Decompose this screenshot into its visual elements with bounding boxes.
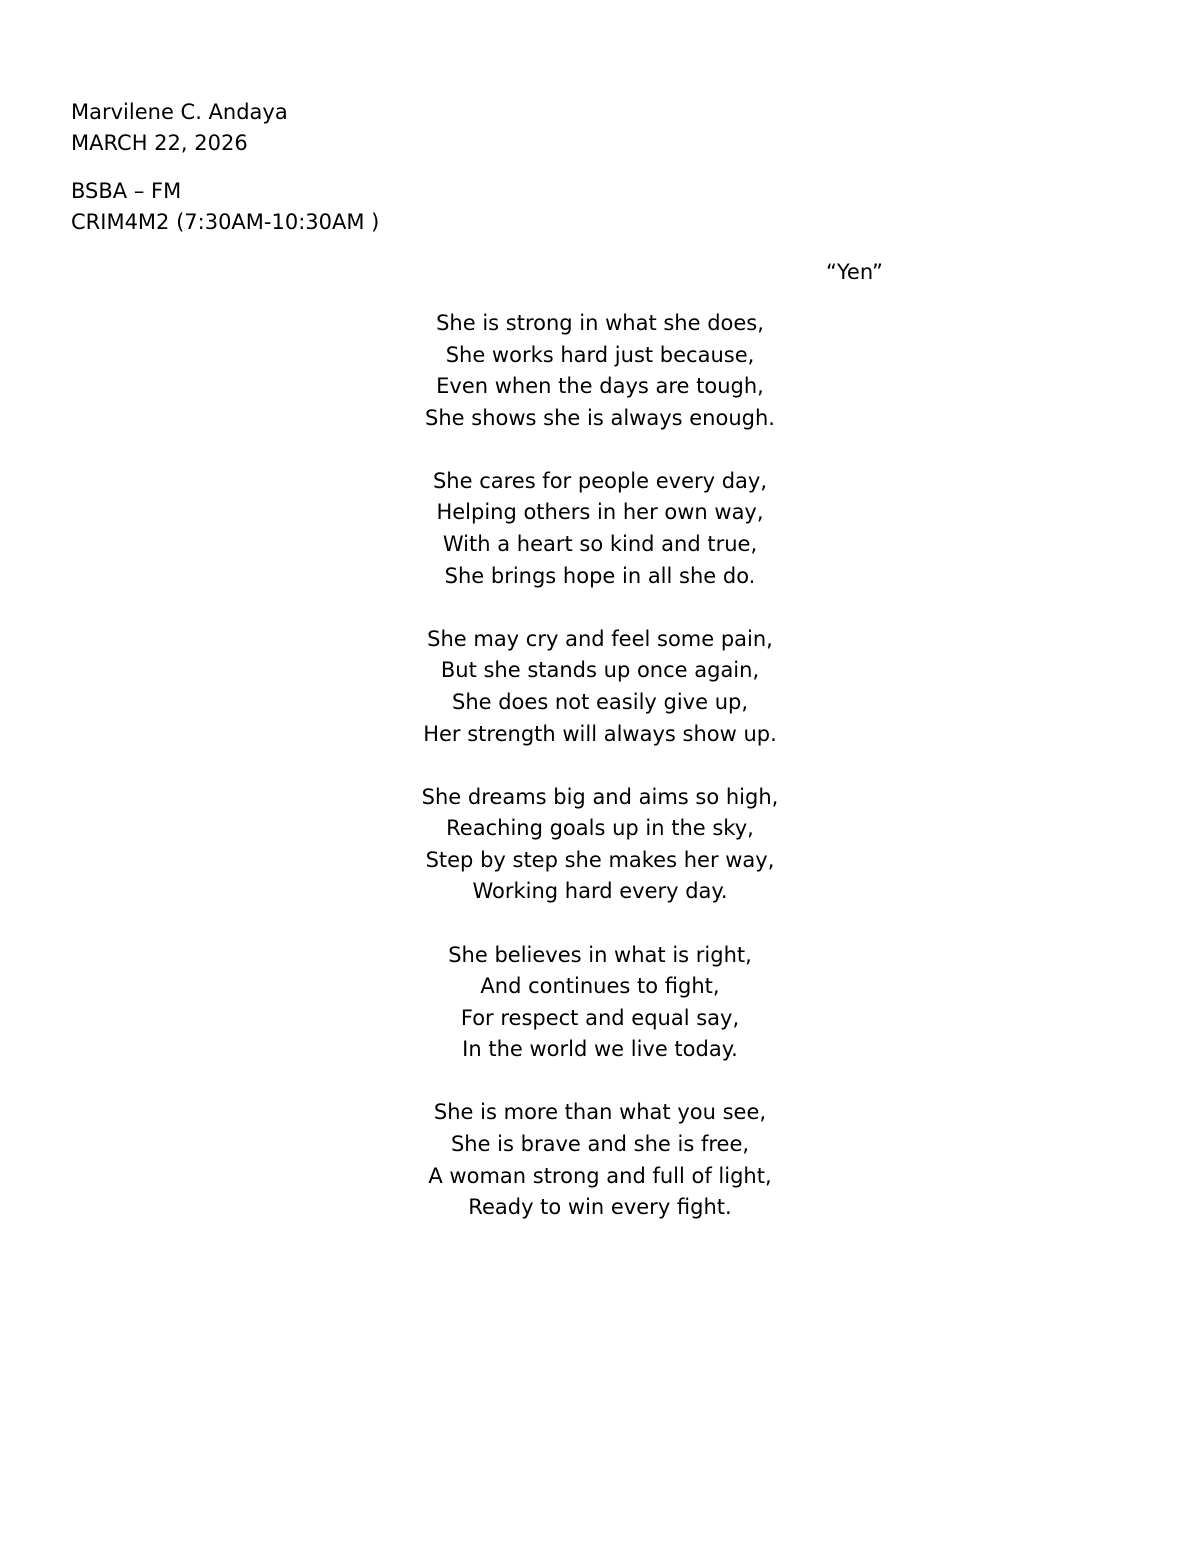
poem-line: Her strength will always show up. (423, 721, 777, 746)
poem-line: She is more than what you see, (433, 1100, 767, 1125)
stanza-2 (300, 466, 900, 592)
poem-line: Step by step she makes her way, (425, 847, 775, 872)
poem-line: She brings hope in all she do. (444, 563, 756, 588)
poem-line: Working hard every day. (472, 879, 728, 904)
poem-line: For respect and equal say, (460, 1005, 740, 1030)
poem-line: But she stands up once again, (440, 658, 760, 683)
poem-line: She is strong in what she does, (436, 311, 764, 335)
poem-line: And continues to fight, (480, 974, 720, 999)
poem-line: Helping others in her own way, (436, 500, 764, 525)
poem-title: “Yen” (826, 260, 883, 284)
program-label: BSBA – FM (71, 179, 182, 203)
stanza-5 (300, 940, 900, 1066)
poem-line: With a heart so kind and true, (442, 532, 758, 557)
poem-line: In the world we live today. (462, 1037, 738, 1062)
poem-line: Reaching goals up in the sky, (446, 816, 754, 841)
poem-line: She shows she is always enough. (425, 405, 775, 430)
section-label: CRIM4M2 (7:30AM-10:30AM ) (71, 210, 380, 234)
poem-line: She does not easily give up, (451, 689, 749, 714)
poem-line: Even when the days are tough, (436, 374, 764, 399)
poem-line: She works hard just because, (445, 342, 755, 367)
stanza-4 (300, 782, 900, 908)
author-name: Marvilene C. Andaya (71, 100, 288, 124)
poem-line: She believes in what is right, (448, 942, 752, 967)
poem-line: A woman strong and full of light, (428, 1163, 772, 1188)
poem-line: She is brave and she is free, (450, 1131, 750, 1156)
stanza-1 (300, 308, 900, 434)
poem-line: She dreams big and aims so high, (421, 784, 779, 809)
stanza-6 (300, 1097, 900, 1223)
submission-date: MARCH 22, 2026 (71, 131, 248, 155)
poem-line: Ready to win every fight. (468, 1195, 732, 1220)
poem-line: She may cry and feel some pain, (427, 626, 773, 651)
poem-line: She cares for people every day, (432, 468, 768, 493)
poem-body (300, 308, 900, 1255)
stanza-3 (300, 624, 900, 750)
